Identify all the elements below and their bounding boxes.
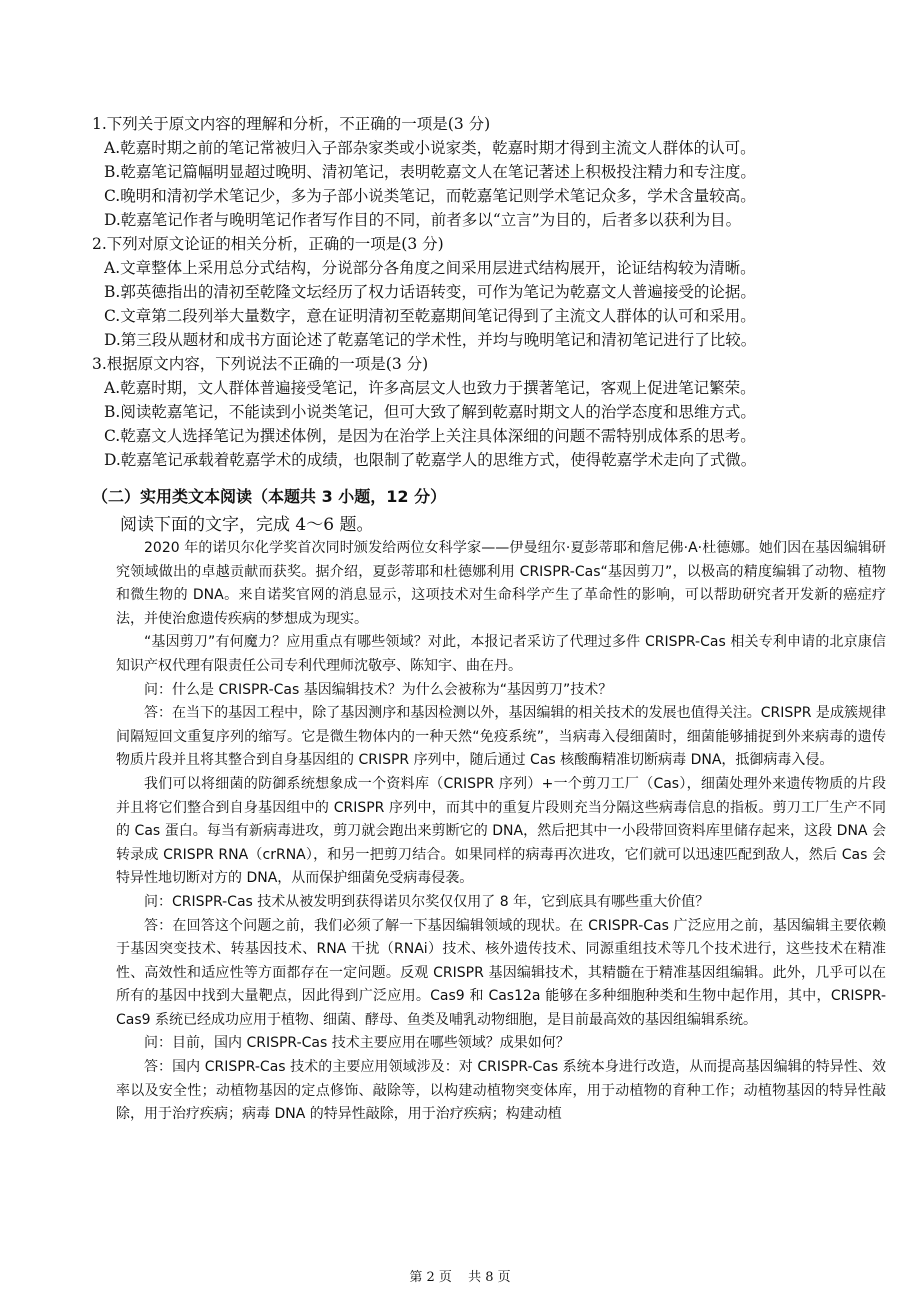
option-c: C.乾嘉文人选择笔记为撰述体例，是因为在治学上关注具体深细的问题不需特别成体系的思考。: [104, 427, 756, 445]
reading-instruction: 阅读下面的文字，完成 4～6 题。: [120, 515, 374, 535]
article-body: [116, 537, 886, 1127]
interview-answer: 答：在回答这个问题之前，我们必须了解一下基因编辑领域的现状。在 CRISPR-Cas 广泛应用之前，基因编辑主要依赖于基因突变技术、转基因技术、RNA 干扰（RNAi）技术、核外遗传技术、同源重组技术等几个技术进行，这些技术在精准性、高效性和适应性等方面都存在一定问题。反观 CRISPR 基因编辑技术，其精髓在于精准基因组编辑。此外，几乎可以在所有的基因中找到大量靶点，因此得到广泛应用。Cas9 和 Cas12a 能够在多种细胞种类和生物中起作用，其中，CRISPR-Cas9 系统已经成功应用于植物、细菌、酵母、鱼类及哺乳动物细胞，是目前最高效的基因组编辑系统。: [116, 917, 886, 1028]
interview-question: 问：目前，国内 CRISPR-Cas 技术主要应用在哪些领域？成果如何？: [144, 1035, 570, 1052]
option-d: D.第三段从题材和成书方面论述了乾嘉笔记的学术性，并均与晚明笔记和清初笔记进行了比较。: [104, 331, 757, 349]
option-a: A.乾嘉时期，文人群体普遍接受笔记，许多高层文人也致力于撰著笔记，客观上促进笔记繁荣。: [104, 379, 756, 397]
option-c: C.晚明和清初学术笔记少，多为子部小说类笔记，而乾嘉笔记则学术笔记众多，学术含量较高。: [104, 187, 756, 205]
option-b: B.阅读乾嘉笔记，不能读到小说类笔记，但可大致了解到乾嘉时期文人的治学态度和思维方式。: [104, 403, 756, 421]
interview-question: 问：CRISPR-Cas 技术从被发明到获得诺贝尔奖仅仅用了 8 年，它到底具有哪些重大价值？: [144, 893, 710, 910]
interview-answer: 答：在当下的基因工程中，除了基因测序和基因检测以外，基因编辑的相关技术的发展也值得关注。CRISPR 是成簇规律间隔短回文重复序列的缩写。它是微生物体内的一种天然“免疫系统”，当病毒入侵细菌时，细菌能够捕捉到外来病毒的遗传物质片段并且将其整合到自身基因组的 CRISPR 序列中，随后通过 Cas 核酸酶精准切断病毒 DNA，抵御病毒入侵。: [116, 705, 886, 769]
page-number: 第 2 页: [409, 1270, 452, 1285]
question-block: [92, 232, 892, 352]
question-stem: 1.下列关于原文内容的理解和分析，不正确的一项是(3 分): [92, 115, 491, 133]
article-paragraph: 我们可以将细菌的防御系统想象成一个资料库（CRISPR 序列）+一个剪刀工厂（Cas），细菌处理外来遗传物质的片段并且将它们整合到自身基因组中的 CRISPR 序列中，而其中的重复片段则充当分隔这些病毒信息的指板。剪刀工厂生产不同的 Cas 蛋白。每当有新病毒进攻，剪刀就会跑出来剪断它的 DNA，然后把其中一小段带回资料库里储存起来，这段 DNA 会转录成 CRISPR RNA（crRNA），和另一把剪刀结合。如果同样的病毒再次进攻，它们就可以迅速匹配到敌人，然后 Cas 会特异性地切断对方的 DNA，从而保护细菌免受病毒侵袭。: [116, 775, 886, 887]
option-b: B.乾嘉笔记篇幅明显超过晚明、清初笔记，表明乾嘉文人在笔记著述上积极投注精力和专注度。: [104, 163, 756, 181]
option-b: B.郭英德指出的清初至乾隆文坛经历了权力话语转变，可作为笔记为乾嘉文人普遍接受的论据。: [104, 283, 756, 301]
option-c: C.文章第二段列举大量数字，意在证明清初至乾嘉期间笔记得到了主流文人群体的认可和采用。: [104, 307, 756, 325]
option-d: D.乾嘉笔记作者与晚明笔记作者写作目的不同，前者多以“立言”为目的，后者多以获利为目。: [104, 211, 742, 229]
question-stem: 3.根据原文内容，下列说法不正确的一项是(3 分): [92, 355, 429, 373]
section-heading: （二）实用类文本阅读（本题共 3 小题，12 分）: [92, 487, 447, 506]
question-list: [92, 112, 892, 472]
option-d: D.乾嘉笔记承载着乾嘉学术的成绩，也限制了乾嘉学人的思维方式，使得乾嘉学术走向了式微。: [104, 451, 757, 469]
question-stem: 2.下列对原文论证的相关分析，正确的一项是(3 分): [92, 235, 444, 253]
section-header: [92, 483, 892, 539]
interview-answer: 答：国内 CRISPR-Cas 技术的主要应用领域涉及：对 CRISPR-Cas 系统本身进行改造，从而提高基因编辑的特异性、效率以及安全性；动植物基因的定点修饰、敲除等，以构建动植物突变体库，用于动植物的育种工作；动植物基因的特异性敲除，用于治疗疾病；病毒 DNA 的特异性敲除，用于治疗疾病；构建动植: [116, 1059, 886, 1123]
article-paragraph: 2020 年的诺贝尔化学奖首次同时颁发给两位女科学家——伊曼纽尔·夏彭蒂耶和詹尼佛·A·杜德娜。她们因在基因编辑研究领域做出的卓越贡献而获奖。据介绍，夏彭蒂耶和杜德娜利用 CRISPR-Cas“基因剪刀”，以极高的精度编辑了动物、植物和微生物的 DNA。来自诺奖官网的消息显示，这项技术对生命科学产生了革命性的影响，可以帮助研究者开发新的癌症疗法，并使治愈遗传疾病的梦想成为现实。: [116, 540, 886, 627]
option-a: A.乾嘉时期之前的笔记常被归入子部杂家类或小说家类，乾嘉时期才得到主流文人群体的认可。: [104, 139, 756, 157]
question-block: [92, 352, 892, 472]
article-paragraph: “基因剪刀”有何魔力？应用重点有哪些领域？对此，本报记者采访了代理过多件 CRISPR-Cas 相关专利申请的北京康信知识产权代理有限责任公司专利代理师沈敬亭、陈知宇、曲在丹。: [116, 634, 886, 674]
question-block: [92, 112, 892, 232]
page-footer: [0, 1266, 920, 1285]
option-a: A.文章整体上采用总分式结构，分说部分各角度之间采用层进式结构展开，论证结构较为清晰。: [104, 259, 756, 277]
interview-question: 问：什么是 CRISPR-Cas 基因编辑技术？为什么会被称为“基因剪刀”技术？: [144, 681, 613, 698]
total-pages: 共 8 页: [468, 1270, 511, 1285]
